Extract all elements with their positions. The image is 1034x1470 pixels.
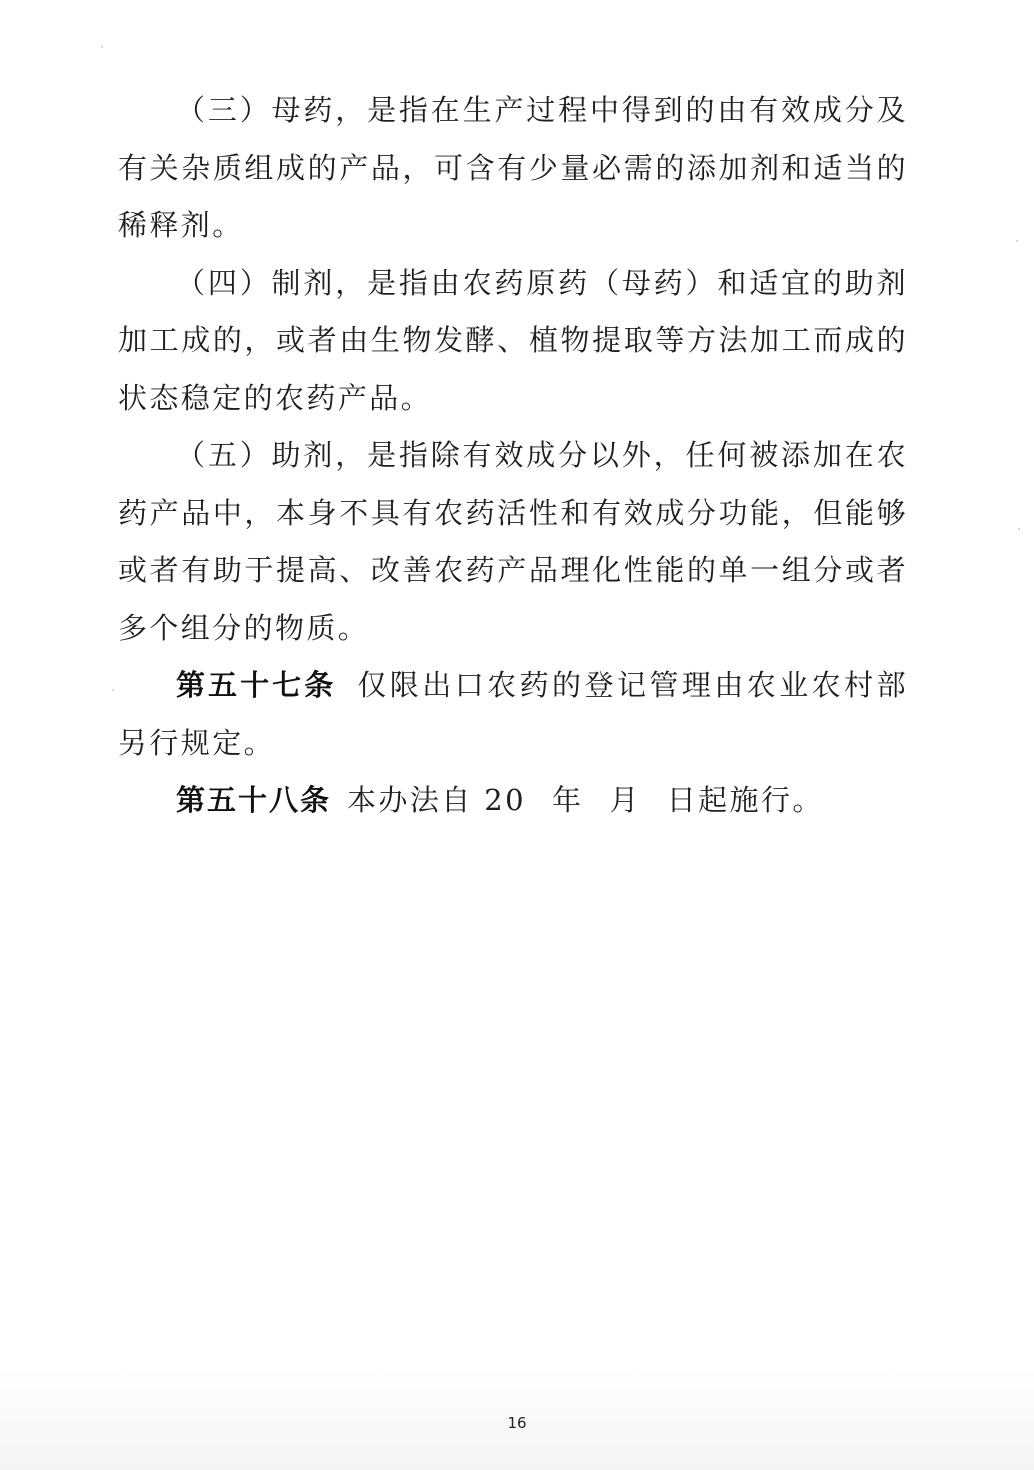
article-58-day-unit: 日起施行。 xyxy=(666,783,824,817)
page-number: 16 xyxy=(507,1414,527,1432)
article-57 xyxy=(118,657,908,772)
article-58-year-unit: 年 xyxy=(551,783,584,817)
clause-4-paragraph: （四）制剂，是指由农药原药（母药）和适宜的助剂加工成的，或者由生物发酵、植物提取等方法加工而成的状态稳定的农药产品。 xyxy=(118,265,908,415)
scan-speck xyxy=(101,46,103,48)
article-57-text: 仅限出口农药的登记管理由农业农村部另行规定。 xyxy=(118,668,908,760)
article-58-month-unit: 月 xyxy=(609,783,641,817)
article-58-effective-year: 本办法自 20 xyxy=(347,783,526,817)
scan-speck xyxy=(1018,528,1020,530)
article-58 xyxy=(118,772,908,830)
clause-3-paragraph: （三）母药，是指在生产过程中得到的由有效成分及有关杂质组成的产品，可含有少量必需的添加剂和适当的稀释剂。 xyxy=(118,93,908,242)
article-57-title: 第五十七条 xyxy=(176,668,337,702)
clause-5-paragraph: （五）助剂，是指除有效成分以外，任何被添加在农药产品中，本身不具有农药活性和有效成分功能，但能够或者有助于提高、改善农药产品理化性能的单一组分或者多个组分的物质。 xyxy=(118,438,908,645)
article-58-title: 第五十八条 xyxy=(176,783,332,817)
scan-speck xyxy=(112,689,114,691)
document-body xyxy=(118,82,908,830)
scan-speck xyxy=(1016,240,1018,242)
